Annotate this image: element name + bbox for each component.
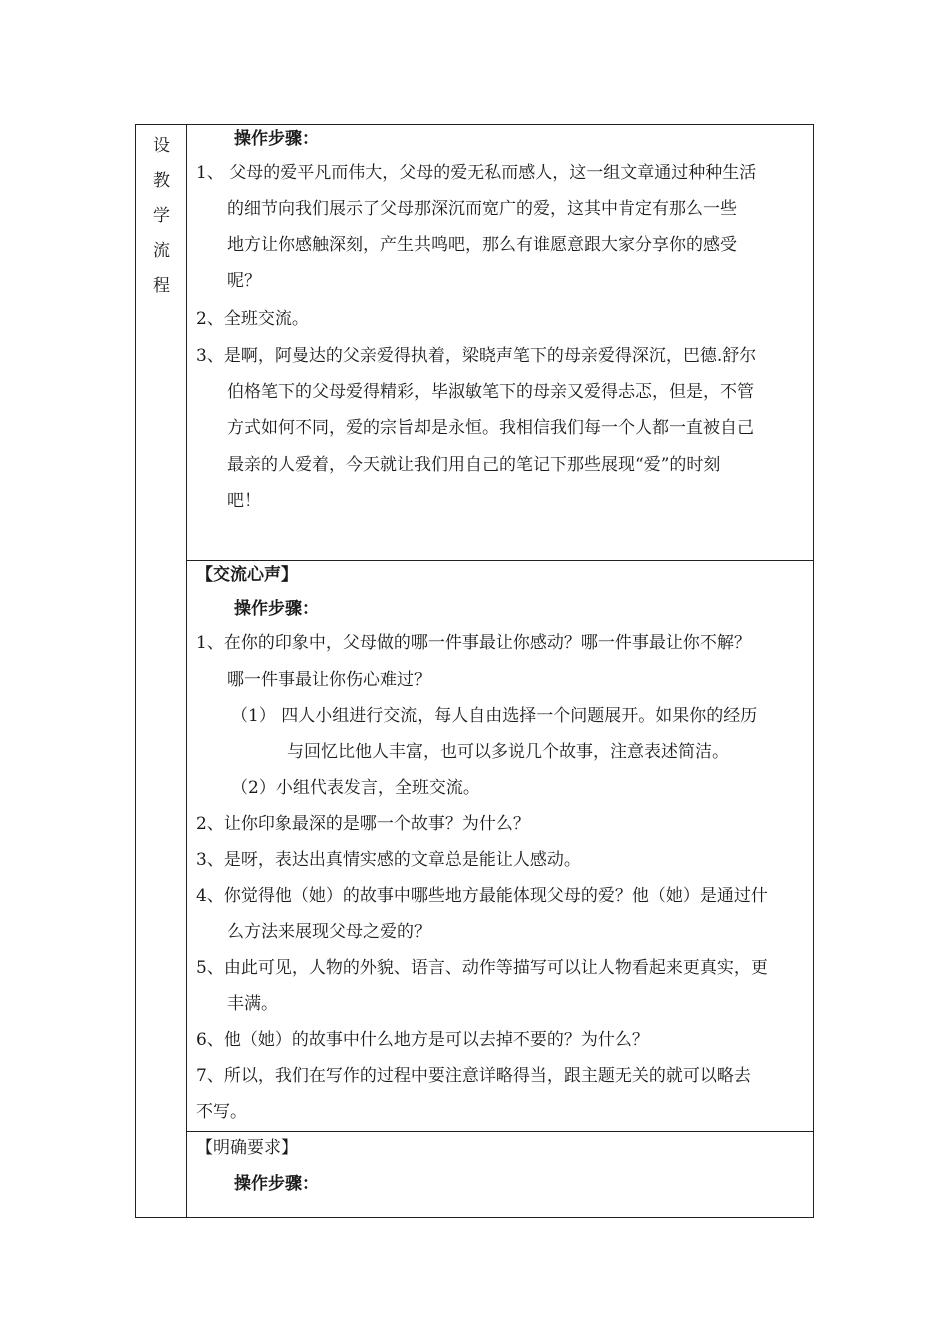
flow-label <box>136 129 187 304</box>
paragraph-line: 最亲的人爱着，今天就让我们用自己的笔记下那些展现“爱”的时刻 <box>227 455 721 475</box>
paragraph-line: 1、在你的印象中，父母做的哪一件事最让你感动？哪一件事最让你不解？ <box>196 633 751 653</box>
section-heading: 操作步骤： <box>234 599 319 619</box>
paragraph-line: 伯格笔下的父母爱得精彩，毕淑敏笔下的母亲又爱得忐忑，但是，不管 <box>227 382 754 402</box>
paragraph-line: 与回忆比他人丰富，也可以多说几个故事，注意表述简洁。 <box>287 742 729 762</box>
paragraph-line: 地方让你感触深刻，产生共鸣吧，那么有谁愿意跟大家分享你的感受 <box>227 235 737 255</box>
paragraph-line: 丰满。 <box>227 994 278 1014</box>
paragraph-line: 2、全班交流。 <box>196 309 309 329</box>
paragraph-line: （2）小组代表发言，全班交流。 <box>231 778 480 798</box>
section-heading: 操作步骤： <box>234 129 319 149</box>
paragraph-line: 2、让你印象最深的是哪一个故事？为什么？ <box>196 814 530 834</box>
flow-label-cell <box>136 125 187 1217</box>
lesson-table <box>135 124 814 1218</box>
section-requirements <box>187 1132 813 1218</box>
section-share <box>187 561 813 1132</box>
paragraph-line: 1、 父母的爱平凡而伟大，父母的爱无私而感人，这一组文章通过种种生活 <box>196 163 757 183</box>
flow-label-char: 学 <box>153 206 170 226</box>
flow-label-char: 教 <box>153 171 170 191</box>
paragraph-line: （1） 四人小组进行交流，每人自由选择一个问题展开。如果你的经历 <box>231 706 758 726</box>
paragraph-line: 6、他（她）的故事中什么地方是可以去掉不要的？为什么？ <box>196 1030 649 1050</box>
paragraph-line: 不写。 <box>196 1102 247 1122</box>
paragraph-line: 4、你觉得他（她）的故事中哪些地方最能体现父母的爱？他（她）是通过什 <box>196 886 768 906</box>
paragraph-line: 3、是呀，表达出真情实感的文章总是能让人感动。 <box>196 850 581 870</box>
paragraph-line: 7、所以，我们在写作的过程中要注意详略得当，跟主题无关的就可以略去 <box>196 1066 751 1086</box>
paragraph-line: 5、由此可见，人物的外貌、语言、动作等描写可以让人物看起来更真实，更 <box>196 958 768 978</box>
paragraph-line: 吧！ <box>227 491 261 511</box>
paragraph-line: 3、是啊，阿曼达的父亲爱得执着，梁晓声笔下的母亲爱得深沉，巴德.舒尔 <box>196 346 757 366</box>
paragraph-line: 么方法来展现父母之爱的？ <box>227 922 431 942</box>
flow-label-char: 流 <box>153 241 170 261</box>
section-title: 【交流心声】 <box>196 565 298 585</box>
section-heading: 操作步骤： <box>234 1174 319 1194</box>
section-intro <box>187 125 813 561</box>
flow-label-char: 程 <box>153 276 170 296</box>
flow-label-char: 设 <box>153 136 170 156</box>
section-title: 【明确要求】 <box>196 1138 298 1158</box>
paragraph-line: 呢？ <box>227 271 261 291</box>
paragraph-line: 的细节向我们展示了父母那深沉而宽广的爱，这其中肯定有那么一些 <box>227 199 737 219</box>
paragraph-line: 方式如何不同，爱的宗旨却是永恒。我相信我们每一个人都一直被自己 <box>227 418 754 438</box>
paragraph-line: 哪一件事最让你伤心难过？ <box>227 670 431 690</box>
